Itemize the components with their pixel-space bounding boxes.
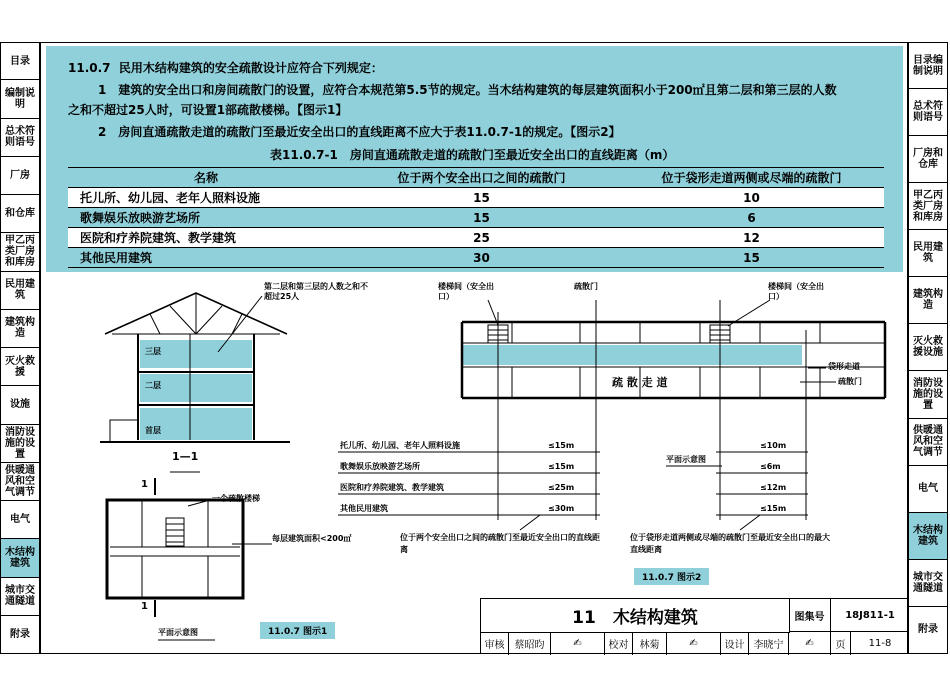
table-cell: 6 bbox=[619, 208, 884, 228]
index-tab[interactable]: 消防设施的设置 bbox=[0, 425, 40, 463]
index-tab[interactable]: 厂房和仓库 bbox=[908, 136, 948, 183]
clause-item-1-line-1: 1 建筑的安全出口和房间疏散门的设置，应符合本规范第5.5节的规定。当木结构建筑的每层建筑面积小于200㎡且第二层和第三层的人数 bbox=[98, 83, 837, 97]
stair-left-label: 楼梯间（安全出口） bbox=[438, 282, 494, 301]
fig1-note: 第二层和第三层的人数之和不超过25人 bbox=[264, 282, 368, 301]
index-tab[interactable]: 目录编制说明 bbox=[908, 42, 948, 89]
index-tab[interactable]: 附录 bbox=[0, 616, 40, 654]
corridor-label: 疏 散 走 道 bbox=[612, 376, 668, 389]
section-label: 1—1 bbox=[172, 450, 199, 463]
fig2-between-value: ≤30m bbox=[548, 504, 575, 513]
page-number: 11-8 bbox=[868, 638, 892, 649]
table-cell: 15 bbox=[619, 248, 884, 268]
table-cell: 歌舞娱乐放映游艺场所 bbox=[68, 208, 344, 228]
fig2-row-name: 托儿所、幼儿园、老年人照料设施 bbox=[340, 441, 460, 450]
fig1-plan-label: 平面示意图 bbox=[158, 628, 198, 637]
sheet-title: 11 木结构建筑 bbox=[481, 599, 790, 633]
door-top-label: 疏散门 bbox=[574, 282, 598, 291]
index-tab[interactable]: 设施 bbox=[0, 386, 40, 424]
fig2-row-name: 其他民用建筑 bbox=[340, 504, 388, 513]
design-label: 设计 bbox=[721, 632, 749, 655]
index-tab[interactable]: 城市交通隧道 bbox=[0, 578, 40, 616]
index-tab[interactable]: 附录 bbox=[908, 607, 948, 654]
roof-brace bbox=[150, 314, 160, 334]
plan-outline bbox=[107, 500, 243, 598]
fig2-plan-label: 平面示意图 bbox=[666, 455, 706, 464]
index-tab[interactable]: 消防设施的设置 bbox=[908, 371, 948, 418]
door-right-label: 疏散门 bbox=[838, 377, 862, 386]
table-cell: 10 bbox=[619, 188, 884, 208]
index-tab[interactable]: 民用建筑 bbox=[908, 230, 948, 277]
index-tab[interactable]: 编制说明 bbox=[0, 80, 40, 118]
clause-item-2: 2 房间直通疏散走道的疏散门至最近安全出口的直线距离不应大于表11.0.7-1的规定。【图示2】 bbox=[98, 125, 621, 139]
fig2-note-right: 位于袋形走道两侧或尽端的疏散门至最近安全出口的最大直线距离 bbox=[630, 533, 830, 554]
fig2-deadend-value: ≤6m bbox=[760, 462, 781, 471]
area-note: 每层建筑面积<200㎡ bbox=[272, 534, 352, 543]
index-tab[interactable]: 灭火救援 bbox=[0, 348, 40, 386]
table-cell: 15 bbox=[344, 188, 619, 208]
cut-mark-top: 1 bbox=[141, 479, 148, 490]
index-tab[interactable]: 和仓库 bbox=[0, 195, 40, 233]
table-header: 位于袋形走道两侧或尽端的疏散门 bbox=[619, 168, 884, 188]
fig2-deadend-value: ≤15m bbox=[760, 504, 787, 513]
floor-label-2: 二层 bbox=[145, 381, 161, 390]
stair-right-label: 楼梯间（安全出口） bbox=[768, 282, 824, 301]
index-tab[interactable]: 甲乙丙类厂房和库房 bbox=[908, 183, 948, 230]
leader-line bbox=[520, 515, 540, 530]
index-tab[interactable]: 木结构建筑 bbox=[0, 539, 40, 577]
index-tab[interactable]: 总术符则语号 bbox=[0, 119, 40, 157]
designer-name: 李晓宁 bbox=[749, 632, 789, 655]
clause-number: 11.0.7 bbox=[68, 61, 111, 75]
corridor-fill bbox=[462, 345, 802, 365]
table-cell: 托儿所、幼儿园、老年人照料设施 bbox=[68, 188, 344, 208]
review-label: 审核 bbox=[481, 632, 509, 655]
floor-label-3: 三层 bbox=[145, 347, 161, 356]
cut-mark-bottom: 1 bbox=[141, 601, 148, 612]
fig2-between-value: ≤15m bbox=[548, 441, 575, 450]
designer-signature: ✍ bbox=[789, 632, 831, 655]
index-tab[interactable]: 目录 bbox=[0, 42, 40, 80]
floor-label-1: 首层 bbox=[145, 426, 161, 435]
index-tab[interactable]: 木结构建筑 bbox=[908, 513, 948, 560]
index-tab[interactable]: 城市交通隧道 bbox=[908, 560, 948, 607]
plan-drawing-2 bbox=[338, 300, 885, 530]
index-tab[interactable]: 厂房 bbox=[0, 157, 40, 195]
index-tab[interactable]: 供暖通风和空气调节 bbox=[0, 463, 40, 501]
leader-line bbox=[740, 515, 760, 530]
index-tab[interactable]: 建筑构造 bbox=[908, 277, 948, 324]
fig2-between-value: ≤15m bbox=[548, 462, 575, 471]
checker-signature: ✍ bbox=[667, 632, 721, 655]
index-tab[interactable]: 建筑构造 bbox=[0, 310, 40, 348]
atlas-number: 18J811-1 bbox=[831, 599, 909, 632]
table-header: 位于两个安全出口之间的疏散门 bbox=[344, 168, 619, 188]
dead-end-label: 袋形走道 bbox=[828, 362, 860, 371]
clause-item-1-line-2: 之和不超过25人时，可设置1部疏散楼梯。【图示1】 bbox=[68, 103, 348, 117]
check-label: 校对 bbox=[605, 632, 633, 655]
index-tab[interactable]: 电气 bbox=[908, 466, 948, 513]
reviewer-signature: ✍ bbox=[551, 632, 605, 655]
table-cell: 医院和疗养院建筑、教学建筑 bbox=[68, 228, 344, 248]
table-cell: 12 bbox=[619, 228, 884, 248]
table-cell: 15 bbox=[344, 208, 619, 228]
index-tab[interactable]: 供暖通风和空气调节 bbox=[908, 419, 948, 466]
table-cell: 30 bbox=[344, 248, 619, 268]
fig2-row-name: 医院和疗养院建筑、教学建筑 bbox=[340, 483, 444, 492]
figure-2-badge: 11.0.7 图示2 bbox=[634, 568, 709, 585]
exterior-step bbox=[110, 420, 138, 442]
index-tab[interactable]: 总术符则语号 bbox=[908, 89, 948, 136]
roof-brace bbox=[196, 306, 222, 334]
page-label: 页 bbox=[831, 632, 851, 655]
index-tab[interactable]: 灭火救援设施 bbox=[908, 324, 948, 371]
table-caption: 表11.0.7-1 房间直通疏散走道的疏散门至最近安全出口的直线距离（m） bbox=[270, 148, 675, 162]
reviewer-name: 蔡昭昀 bbox=[509, 632, 551, 655]
checker-name: 林菊 bbox=[633, 632, 667, 655]
clause-title: 民用木结构建筑的安全疏散设计应符合下列规定： bbox=[118, 61, 383, 75]
index-tab[interactable]: 民用建筑 bbox=[0, 272, 40, 310]
fig2-row-name: 歌舞娱乐放映游艺场所 bbox=[340, 462, 420, 471]
atlas-label: 图集号 bbox=[789, 599, 831, 632]
title-block bbox=[480, 598, 908, 654]
index-tab[interactable]: 电气 bbox=[0, 501, 40, 539]
fig2-deadend-value: ≤10m bbox=[760, 441, 787, 450]
figure-1-badge: 11.0.7 图示1 bbox=[260, 622, 335, 639]
stair-note: 一个疏散楼梯 bbox=[212, 494, 260, 503]
roof-brace bbox=[170, 306, 196, 334]
table-cell: 其他民用建筑 bbox=[68, 248, 344, 268]
fig2-note-left: 位于两个安全出口之间的疏散门至最近安全出口的直线距离 bbox=[400, 533, 600, 554]
fig2-between-value: ≤25m bbox=[548, 483, 575, 492]
fig2-deadend-value: ≤12m bbox=[760, 483, 787, 492]
table-header: 名称 bbox=[68, 168, 344, 188]
section-drawing bbox=[100, 293, 290, 472]
table-cell: 25 bbox=[344, 228, 619, 248]
index-tab[interactable]: 甲乙丙类厂房和库房 bbox=[0, 233, 40, 271]
